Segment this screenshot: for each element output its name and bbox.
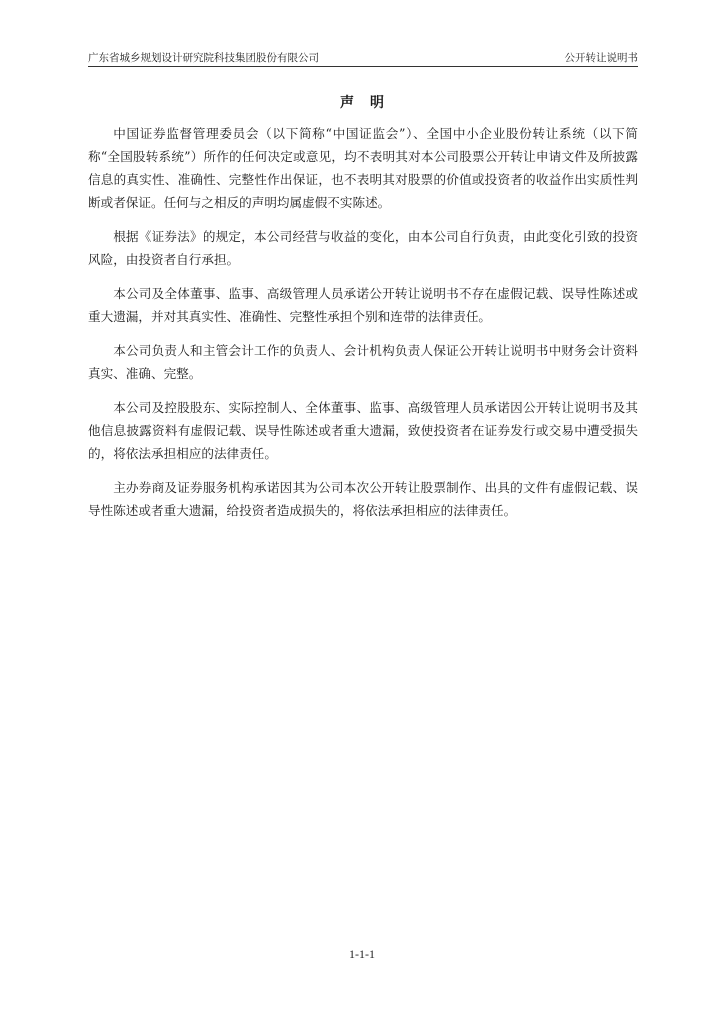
page-number: 1-1-1 [349,947,375,961]
header-company-name: 广东省城乡规划设计研究院科技集团股份有限公司 [88,52,319,64]
paragraph-board-commitment: 本公司及全体董事、监事、高级管理人员承诺公开转让说明书不存在虚假记载、误导性陈述或重大遗漏，并对其真实性、准确性、完整性承担个别和连带的法律责任。 [88,286,638,324]
paragraph-financial-guarantee: 本公司负责人和主管会计工作的负责人、会计机构负责人保证公开转让说明书中财务会计资料真实、准确、完整。 [88,343,638,381]
page-header [88,48,638,67]
paragraph-csrc-disclaimer: 中国证券监督管理委员会（以下简称“中国证监会”）、全国中小企业股份转让系统（以下简称“全国股转系统”）所作的任何决定或意见，均不表明其对本公司股票公开转让申请文件及所披露信息的真实性、准确性、完整性作出保证，也不表明其对股票的价值或投资者的收益作出实质性判断或者保证。任何与之相反的声明均属虚假不实陈述。 [88,126,638,210]
declaration-body [88,122,638,533]
header-document-type: 公开转让说明书 [564,52,638,64]
paragraph-liability-commitment: 本公司及控股股东、实际控制人、全体董事、监事、高级管理人员承诺因公开转让说明书及其他信息披露资料有虚假记载、误导性陈述或者重大遗漏，致使投资者在证券发行或交易中遭受损失的，将依法承担相应的法律责任。 [88,400,638,461]
paragraph-securities-law: 根据《证券法》的规定，本公司经营与收益的变化，由本公司自行负责，由此变化引致的投资风险，由投资者自行承担。 [88,229,638,267]
page-title: 声明 [340,95,400,111]
paragraph-broker-commitment: 主办券商及证券服务机构承诺因其为公司本次公开转让股票制作、出具的文件有虚假记载、误导性陈述或者重大遗漏，给投资者造成损失的，将依法承担相应的法律责任。 [88,480,638,518]
